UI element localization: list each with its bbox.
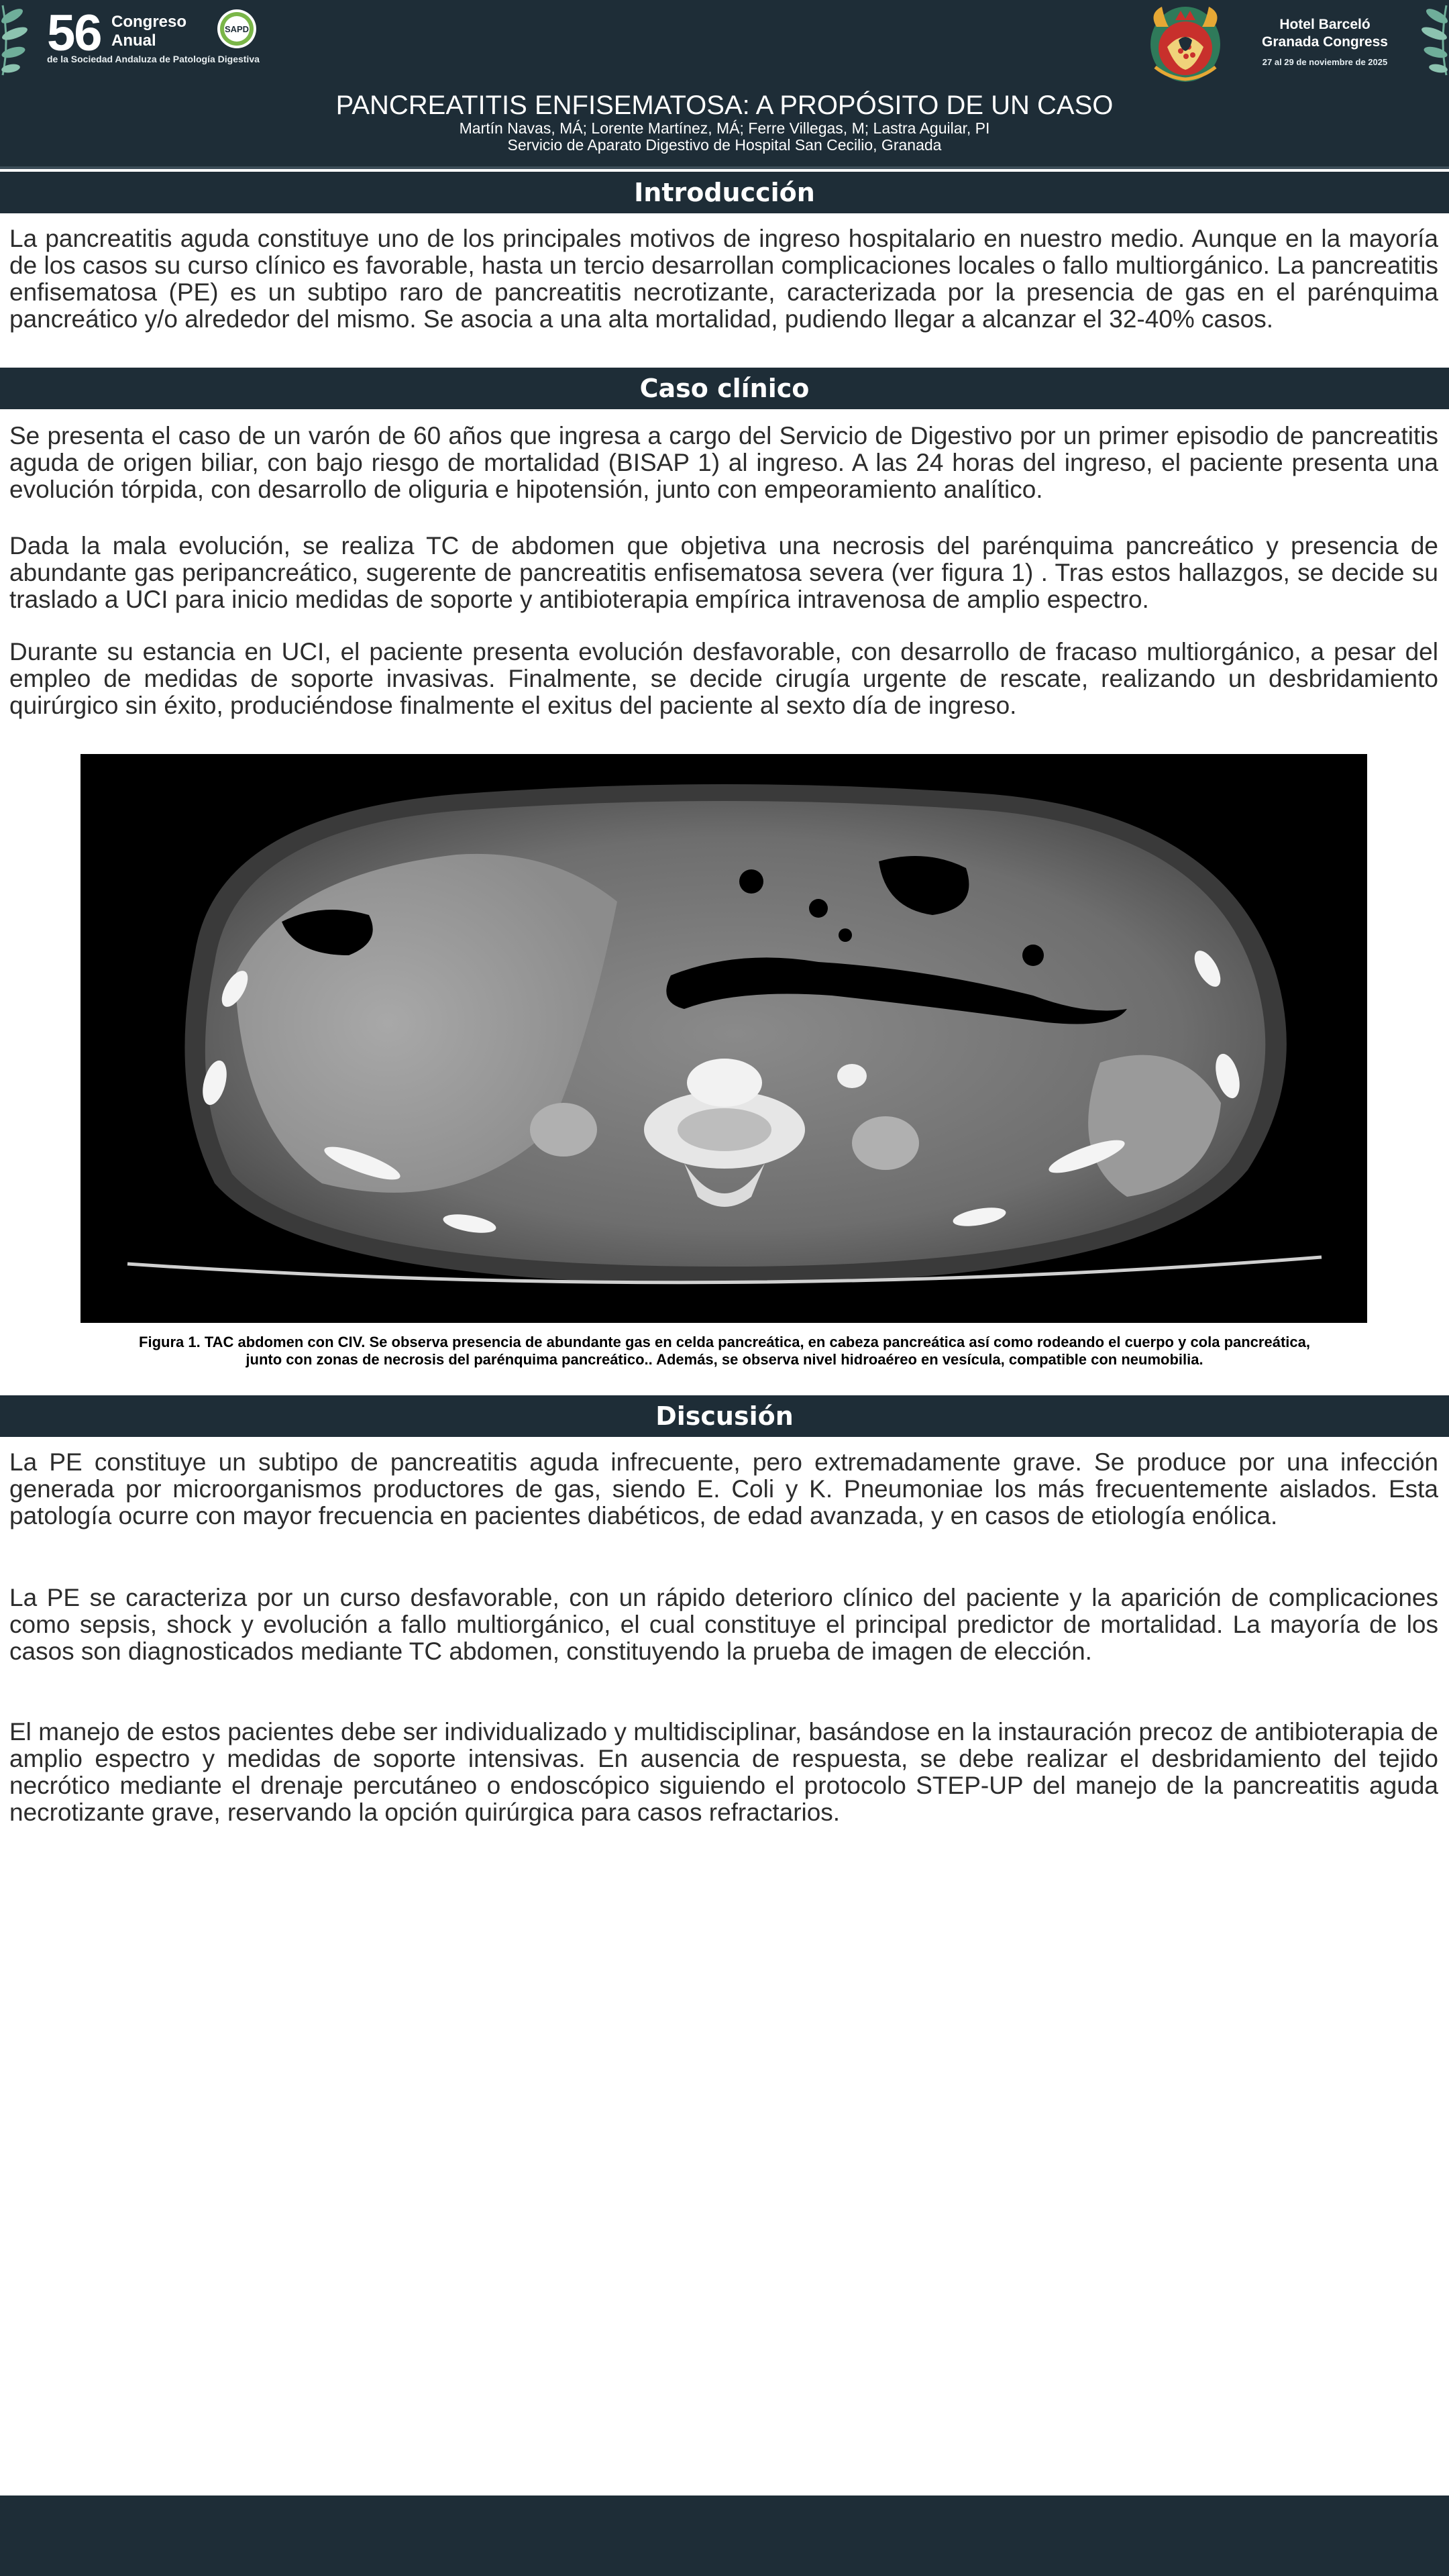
poster-affiliation: Servicio de Aparato Digestivo de Hospital San Cecilio, Granada bbox=[507, 136, 942, 154]
header-divider bbox=[0, 166, 1449, 169]
society-logo-text: SAPD bbox=[224, 24, 250, 34]
congress-word-2: Anual bbox=[111, 32, 156, 50]
ct-scan-figure bbox=[80, 754, 1367, 1323]
congress-number: 56 bbox=[47, 5, 101, 62]
poster-title: PANCREATITIS ENFISEMATOSA: A PROPÓSITO DE UN CASO bbox=[335, 91, 1114, 120]
poster-header bbox=[0, 0, 1449, 166]
venue-info bbox=[1234, 16, 1415, 70]
discussion-paragraph-2: La PE se caracteriza por un curso desfavorable, con un rápido deterioro clínico del paciente y la aparición de complicaciones como sepsis, shock y evolución a fallo multiorgánico, el cual constituye el principal predictor de mortalidad. La mayoría de los casos son diagnosticados mediante TC abdomen, constituyendo la prueba de imagen de elección. bbox=[9, 1584, 1438, 1665]
society-logo-icon bbox=[216, 8, 258, 50]
venue-name-line-2: Granada Congress bbox=[1262, 34, 1388, 50]
ct-scan-image bbox=[80, 754, 1367, 1323]
leaf-decoration-left-icon bbox=[0, 3, 36, 76]
congress-word-1: Congreso bbox=[111, 13, 187, 31]
figure-caption: Figura 1. TAC abdomen con CIV. Se observa presencia de abundante gas en celda pancreática, en cabeza pancreática así como rodeando el cuerpo y cola pancreática, junto con zonas de necrosis del parénquima pancreático.. Además, se observa nivel hidroaéreo en vesícula, compatible con neumobilia. bbox=[139, 1334, 1310, 1368]
venue-dates: 27 al 29 de noviembre de 2025 bbox=[1262, 57, 1388, 67]
intro-paragraph: La pancreatitis aguda constituye uno de los principales motivos de ingreso hospitalario en nuestro medio. Aunque en la mayoría de los casos su curso clínico es favorable, hasta un tercio desarrollan complicaciones locales o fallo multiorgánico. La pancreatitis enfisematosa (PE) es un subtipo raro de pancreatitis necrotizante, caracterizada por la presencia de gas en el parénquima pancreático y/o alrededor del mismo. Se asocia a una alta mortalidad, pudiendo llegar a alcanzar el 32-40% casos. bbox=[9, 225, 1438, 333]
discussion-paragraph-1: La PE constituye un subtipo de pancreatitis aguda infrecuente, pero extremadamente grave. Se produce por una infección generada por microorganismos productores de gas, siendo E. Coli y K. Pneumoniae los más frecuentemente aislados. Esta patología ocurre con mayor frecuencia en pacientes diabéticos, de edad avanzada, y en casos de etiología enólica. bbox=[9, 1448, 1438, 1529]
poster-authors: Martín Navas, MÁ; Lorente Martínez, MÁ; Ferre Villegas, M; Lastra Aguilar, PI bbox=[459, 119, 990, 137]
venue-name-line-1: Hotel Barceló bbox=[1279, 17, 1371, 32]
poster-footer bbox=[0, 2496, 1449, 2576]
case-paragraph-2: Dada la mala evolución, se realiza TC de abdomen que objetiva una necrosis del parénquima pancreático y presencia de abundante gas peripancreático, sugerente de pancreatitis enfisematosa severa (ver figura 1) . Tras estos hallazgos, se decide su traslado a UCI para inicio medidas de soporte y antibioterapia empírica intravenosa de amplio espectro. bbox=[9, 532, 1438, 613]
case-paragraph-3: Durante su estancia en UCI, el paciente presenta evolución desfavorable, con desarrollo de fracaso multiorgánico, a pesar del empleo de medidas de soporte invasivas. Finalmente, se decide cirugía urgente de rescate, realizando un desbridamiento quirúrgico sin éxito, produciéndose finalmente el exitus del paciente al sexto día de ingreso. bbox=[9, 638, 1438, 719]
case-paragraph-1: Se presenta el caso de un varón de 60 años que ingresa a cargo del Servicio de Digestivo por un primer episodio de pancreatitis aguda de origen biliar, con bajo riesgo de mortalidad (BISAP 1) al ingreso. A las 24 horas del ingreso, el paciente presenta una evolución tórpida, con desarrollo de oliguria e hipotensión, junto con empeoramiento analítico. bbox=[9, 422, 1438, 503]
congress-emblem-icon bbox=[1142, 0, 1229, 85]
leaf-decoration-right-icon bbox=[1413, 3, 1449, 76]
discussion-paragraph-3: El manejo de estos pacientes debe ser individualizado y multidisciplinar, basándose en la instauración precoz de antibioterapia de amplio espectro y medidas de soporte intensivas. En ausencia de respuesta, se debe realizar el desbridamiento del tejido necrótico mediante el drenaje percutáneo o endoscópico siguiendo el protocolo STEP-UP del manejo de la pancreatitis aguda necrotizante grave, reservando la opción quirúrgica para casos refractarios. bbox=[9, 1718, 1438, 1826]
section-heading-case: Caso clínico bbox=[0, 368, 1449, 409]
section-heading-discussion: Discusión bbox=[0, 1395, 1449, 1437]
congress-society: de la Sociedad Andaluza de Patología Digestiva bbox=[47, 54, 260, 64]
section-heading-intro: Introducción bbox=[0, 172, 1449, 213]
